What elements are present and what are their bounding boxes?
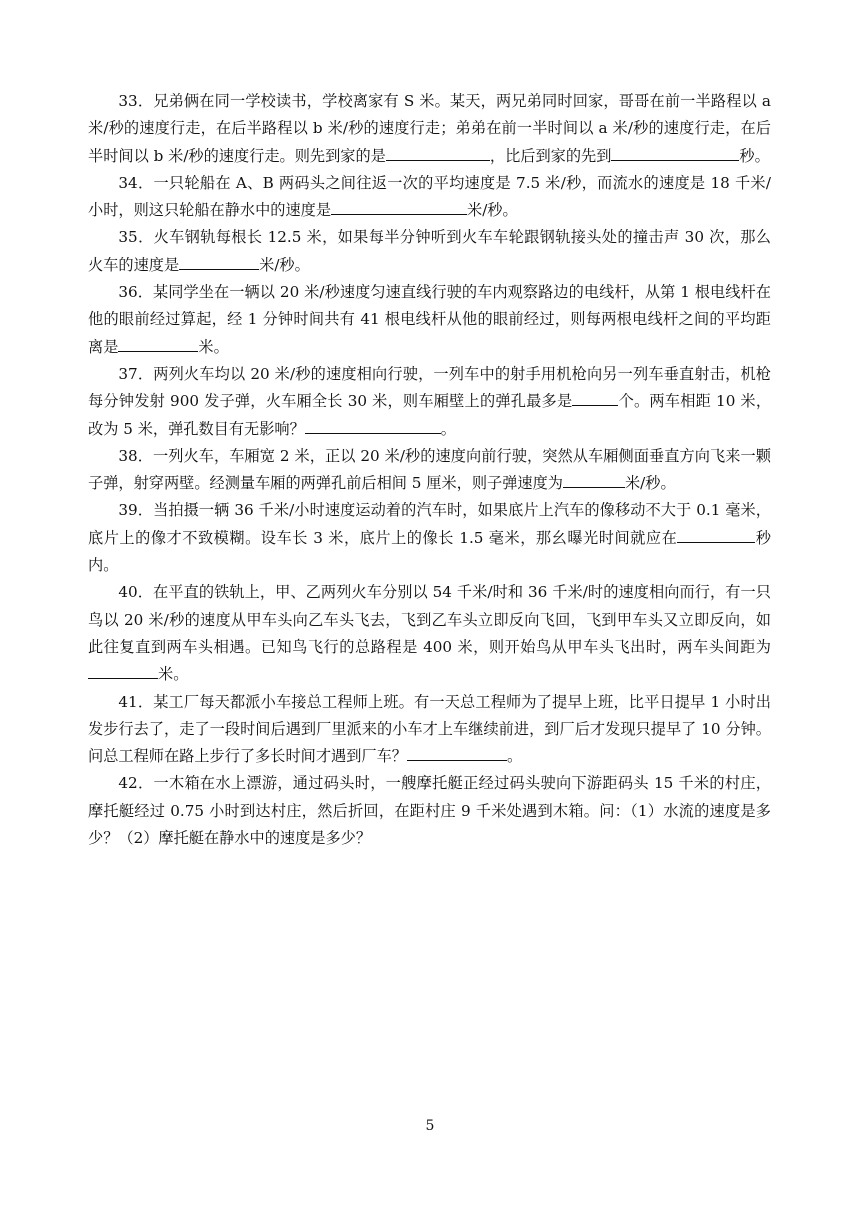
question-38-text-2: 米/秒。 bbox=[624, 474, 676, 493]
question-33-text-2: ，比后到家的先到 bbox=[489, 146, 612, 165]
question-41-text-2: 。 bbox=[506, 747, 523, 766]
question-42-text-1: 42．一木箱在水上漂游，通过码头时，一艘摩托艇正经过码头驶向下游距码头 15 千米的村庄，摩托艇经过 0.75 小时到达村庄，然后折回，在距村庄 9 千米处遇到木箱。问：（1）水流的速度是多少？（2）摩托艇在静水中的速度是多少？ bbox=[88, 774, 771, 848]
question-list bbox=[88, 88, 771, 852]
question-41 bbox=[88, 689, 771, 771]
question-38 bbox=[88, 443, 771, 498]
answer-blank bbox=[572, 388, 618, 406]
question-39-text-2: 秒内。 bbox=[88, 528, 771, 575]
answer-blank bbox=[677, 525, 755, 543]
question-40-text-2: 米。 bbox=[158, 665, 189, 684]
question-40 bbox=[88, 579, 771, 688]
question-42 bbox=[88, 770, 771, 852]
question-39 bbox=[88, 497, 771, 579]
question-37-text-2: 个。两车相距 10 米，改为 5 米，弹孔数目有无影响？ bbox=[88, 392, 772, 438]
answer-blank bbox=[179, 252, 259, 270]
page-number: 5 bbox=[425, 1118, 435, 1134]
question-37-text-3: 。 bbox=[440, 419, 456, 438]
question-36-text-2: 米。 bbox=[198, 337, 229, 356]
question-40-text-1: 40．在平直的铁轨上，甲、乙两列火车分别以 54 千米/时和 36 千米/时的速度相向而行，有一只鸟以 20 米/秒的速度从甲车头向乙车头飞去，飞到乙车头立即反向飞回，飞到甲车头又立即反向，如此往复直到两车头相遇。已知鸟飞行的总路程是 400 米，则开始鸟从甲车头飞出时，两车头间距为 bbox=[88, 583, 771, 656]
question-35-text-2: 米/秒。 bbox=[259, 255, 310, 274]
answer-blank bbox=[407, 743, 507, 761]
question-33-text-1: 33．兄弟俩在同一学校读书，学校离家有 S 米。某天，两兄弟同时回家，哥哥在前一半路程以 a 米/秒的速度行走，在后半路程以 b 米/秒的速度行走；弟弟在前一半时间以 a 米/秒的速度行走，在后半时间以 b 米/秒的速度行走。则先到家的是 bbox=[88, 92, 771, 165]
answer-blank bbox=[305, 416, 441, 434]
answer-blank bbox=[611, 143, 739, 161]
answer-blank bbox=[118, 334, 198, 352]
question-38-text-1: 38．一列火车，车厢宽 2 米，正以 20 米/秒的速度向前行驶，突然从车厢侧面垂直方向飞来一颗子弹，射穿两壁。经测量车厢的两弹孔前后相间 5 厘米，则子弹速度为 bbox=[88, 446, 771, 493]
answer-blank bbox=[88, 661, 158, 679]
question-37-text-1: 37．两列火车均以 20 米/秒的速度相向行驶，一列车中的射手用机枪向另一列车垂直射击，机枪每分钟发射 900 发子弹，火车厢全长 30 米，则车厢壁上的弹孔最多是 bbox=[88, 364, 771, 411]
question-37 bbox=[88, 361, 771, 443]
question-36-text-1: 36．某同学坐在一辆以 20 米/秒速度匀速直线行驶的车内观察路边的电线杆，从第 1 根电线杆在他的眼前经过算起，经 1 分钟时间共有 41 根电线杆从他的眼前经过，则每两根电线杆之间的平均距离是 bbox=[88, 283, 771, 356]
question-34 bbox=[88, 170, 771, 225]
question-35 bbox=[88, 224, 771, 279]
question-33-text-3: 秒。 bbox=[739, 146, 770, 165]
question-34-text-2: 米/秒。 bbox=[467, 201, 518, 220]
question-39-text-1: 39．当拍摄一辆 36 千米/小时速度运动着的汽车时，如果底片上汽车的像移动不大于 0.1 毫米，底片上的像才不致模糊。设车长 3 米，底片上的像长 1.5 毫米，那幺曝光时间就应在 bbox=[88, 501, 771, 547]
question-34-text-1: 34．一只轮船在 A、B 两码头之间往返一次的平均速度是 7.5 米/秒，而流水的速度是 18 千米/小时，则这只轮船在静水中的速度是 bbox=[88, 173, 771, 220]
answer-blank bbox=[563, 470, 625, 488]
question-33 bbox=[88, 88, 771, 170]
question-35-text-1: 35．火车钢轨每根长 12.5 米，如果每半分钟听到火车车轮跟钢轨接头处的撞击声 30 次，那么火车的速度是 bbox=[88, 228, 771, 274]
answer-blank bbox=[331, 197, 467, 215]
question-36 bbox=[88, 279, 771, 361]
question-41-text-1: 41．某工厂每天都派小车接总工程师上班。有一天总工程师为了提早上班，比平日提早 1 小时出发步行去了，走了一段时间后遇到厂里派来的小车才上车继续前进，到厂后才发现只提早了 10 分钟。问总工程师在路上步行了多长时间才遇到厂车？ bbox=[88, 692, 771, 766]
answer-blank bbox=[386, 143, 490, 161]
